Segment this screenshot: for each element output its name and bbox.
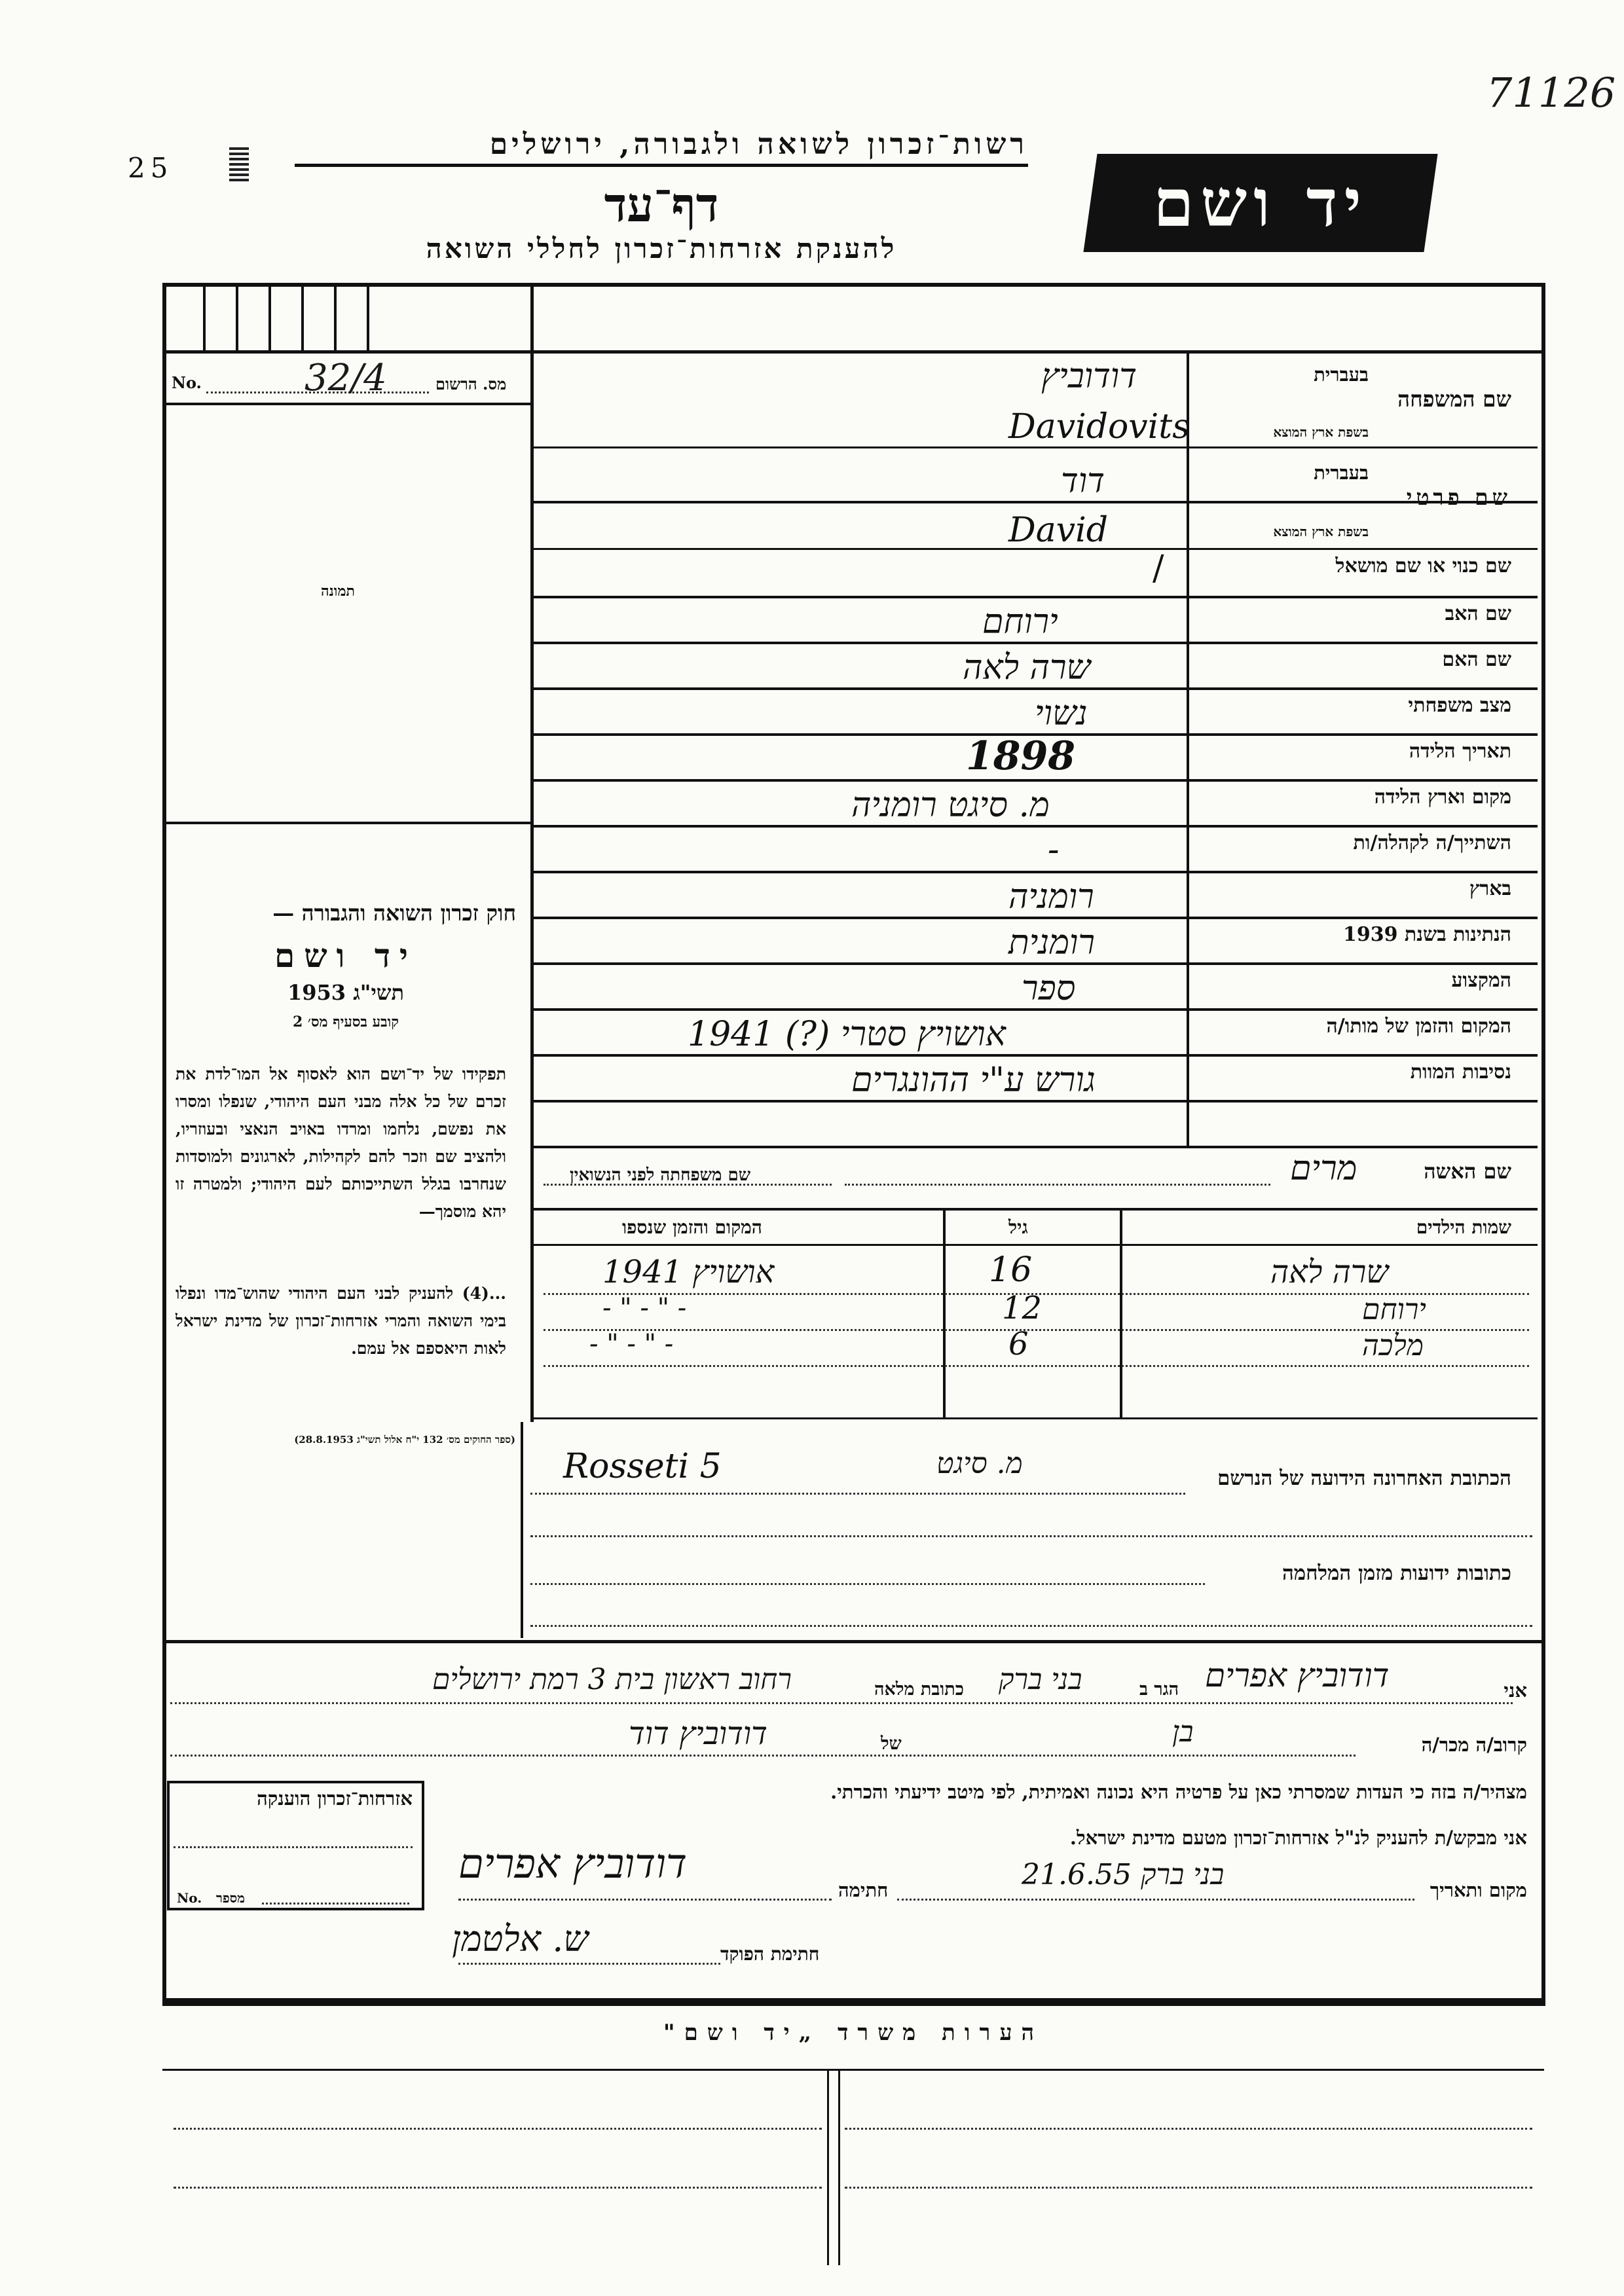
place-date-label: מקום ותאריך	[1430, 1879, 1527, 1901]
declarant-signature: דודוביץ אפרים	[458, 1840, 687, 1887]
page-title: דף־עד	[604, 177, 719, 232]
law-text: תפקידו של יד־ושם הוא לאסוף אל המו־לדת את זכרם של כל אלה מבני העם היהודי, שנפלו ומסרו את נפשם, נלחמו ומרדו באויב הנאצי ובעוזריו, ולהציב שם וזכר להם לקהילות, לארגונים ולמוסדות שנחרבו בגלל השתייכותם לעם היהודי; ולמטרה זו יהא מוסמך—	[175, 1065, 506, 1221]
first-name-label: שם פרטי	[1406, 484, 1511, 510]
of-name-value: דודוביץ דוד	[629, 1715, 767, 1752]
children-age-header: גיל	[1008, 1216, 1028, 1238]
hebrew-label-2: בעברית	[1314, 462, 1369, 484]
citizenship-1939-value: רומנית	[1008, 923, 1095, 962]
birth-place-label: מקום וארץ הלידה	[1374, 786, 1511, 809]
of-label: של	[881, 1734, 902, 1754]
country-value: רומניה	[1008, 877, 1094, 917]
law-clause: קובע בסעיף מס׳ 2	[292, 1013, 399, 1030]
resides-label: הגר ב	[1139, 1679, 1179, 1700]
marital-status-label: מצב משפחתי	[1408, 694, 1511, 717]
birth-place-value: מ. סיגט רומניה	[851, 786, 1050, 825]
death-place-value: אושויץ סטרי (?) 1941	[688, 1015, 1006, 1054]
signature-label: חתימה	[838, 1879, 889, 1901]
archive-number: 71126	[1486, 69, 1616, 117]
citizenship-box-no: No.	[177, 1890, 202, 1906]
mother-value: שרה לאה	[963, 648, 1091, 687]
registration-number: 32/4	[304, 357, 387, 399]
child-name-2: ירוחם	[1362, 1293, 1426, 1326]
yad-vashem-logo: יד ושם	[1083, 154, 1437, 252]
place-date-value: בני ברק 21.6.55	[1022, 1858, 1225, 1891]
law-text-2: ...(4) להעניק לבני העם היהודי שהוש־מדו ונפלו בימי השואה והמרי אזרחות־זכרון של מדינת ישראל לאות היאספם אל עמם.	[175, 1284, 506, 1358]
child-place-1: אושויץ 1941	[602, 1254, 775, 1290]
nickname-label: שם כנוי או שם מושאל	[1335, 555, 1511, 577]
death-circumstances-value: גורש ע"י ההונגרים	[851, 1061, 1096, 1100]
family-name-hebrew: דודוביץ	[1041, 357, 1137, 396]
family-name-origin: Davidovits	[1008, 407, 1190, 446]
request-text: אני מבקש/ת להעניק לנ"ל אזרחות־זכרון מטעם מדינת ישראל.	[1069, 1827, 1527, 1849]
authority-title: רשות־זכרון לשואה ולגבורה, ירושלים	[295, 128, 1028, 167]
child-name-3: מלכה	[1362, 1329, 1424, 1362]
page-subtitle: להענקת אזרחות־זכרון לחללי השואה	[426, 232, 897, 264]
photo-label: תמונה	[321, 583, 355, 600]
child-age-1: 16	[989, 1250, 1033, 1290]
first-name-hebrew: דוד	[1061, 462, 1105, 501]
death-circumstances-label: נסיבות המוות	[1410, 1061, 1511, 1084]
child-age-3: 6	[1008, 1326, 1029, 1362]
relative-label: קרוב/ה מכר/ה	[1421, 1734, 1527, 1756]
law-name: יד ושם	[274, 936, 417, 975]
child-age-2: 12	[1002, 1290, 1043, 1326]
profession-value: ספר	[1022, 969, 1076, 1008]
address-label: כתובת מלאה	[874, 1679, 964, 1700]
marital-status-value: נשוי	[1035, 694, 1088, 733]
child-place-2: - " - " -	[602, 1293, 687, 1323]
declaration-text: מצהיר/ה בזה כי העדות שמסרתי כאן על פרטיה היא נכונה ואמיתית, לפי מיטב ידיעתי והכרתי.	[830, 1781, 1527, 1803]
family-name-label: שם המשפחה	[1397, 386, 1511, 412]
father-value: ירוחם	[982, 602, 1058, 642]
country-label: בארץ	[1469, 877, 1511, 900]
declarant-i-label: אני	[1504, 1679, 1527, 1702]
nickname-value: /	[1153, 549, 1164, 588]
declarant-name: דודוביץ אפרים	[1205, 1656, 1390, 1694]
birth-date-label: תאריך הלידה	[1409, 740, 1511, 763]
wife-label: שם האשה	[1424, 1159, 1511, 1184]
registration-label: מס. הרשום	[435, 374, 507, 393]
citizenship-1939-label: הנתינות בשנת 1939	[1342, 923, 1511, 946]
declarant-address: רחוב ראשון בית 3 רמת ירושלים	[432, 1663, 792, 1696]
father-label: שם האב	[1445, 602, 1511, 625]
profession-label: המקצוע	[1451, 969, 1511, 992]
children-names-header: שמות הילדים	[1416, 1216, 1511, 1238]
last-address-latin: Rosseti 5	[563, 1447, 722, 1486]
community-value: -	[1048, 830, 1060, 869]
first-name-origin: David	[1008, 511, 1108, 550]
law-source: (ספר החוקים מס׳ 132 י"ח אלול תשי"ג 28.8.1953)	[294, 1434, 515, 1446]
last-address-hebrew: מ. סיגט	[936, 1447, 1023, 1480]
binder-mark	[229, 147, 249, 181]
death-place-label: המקום והזמן של מותו/ה	[1326, 1015, 1511, 1038]
wartime-address-label: כתובות ידועות מזמן המלחמה	[1282, 1561, 1511, 1585]
law-year: תשי"ג 1953	[287, 980, 404, 1005]
child-place-3: - " - " -	[589, 1329, 674, 1359]
registration-no-label: No.	[172, 373, 202, 392]
children-place-header: המקום והזמן שנספו	[622, 1216, 762, 1238]
mother-label: שם האם	[1442, 648, 1511, 671]
declarant-city: בני ברק	[999, 1663, 1082, 1696]
wife-name-value: מרים	[1290, 1149, 1357, 1188]
child-name-1: שרה לאה	[1270, 1254, 1389, 1290]
office-notes-title: הערות משרד „יד ושם"	[663, 2020, 1044, 2046]
citizenship-box-title: אזרחות־זכרון הוענקה	[257, 1787, 413, 1810]
origin-lang-label-1: בשפת ארץ המוצא	[1273, 424, 1369, 440]
citizenship-box-num-label: מספר	[216, 1890, 245, 1906]
page-number: 25	[128, 152, 174, 184]
wife-maiden-label: שם משפחתה לפני הנשואין	[570, 1165, 751, 1185]
law-title: חוק זכרון השואה והגבורה —	[272, 900, 516, 926]
birth-date-value: 1898	[966, 733, 1075, 779]
relation-value: בן	[1172, 1715, 1194, 1749]
origin-lang-label-2: בשפת ארץ המוצא	[1273, 524, 1369, 539]
community-label: השתייך/ה לקהלה/ות	[1353, 831, 1511, 854]
officer-signature-label: חתימת הפוקד	[720, 1943, 820, 1965]
last-address-label: הכתובת האחרונה הידועה של הנרשם	[1217, 1467, 1511, 1490]
hebrew-label-1: בעברית	[1314, 363, 1369, 386]
officer-signature: ש. אלטמן	[452, 1918, 589, 1959]
